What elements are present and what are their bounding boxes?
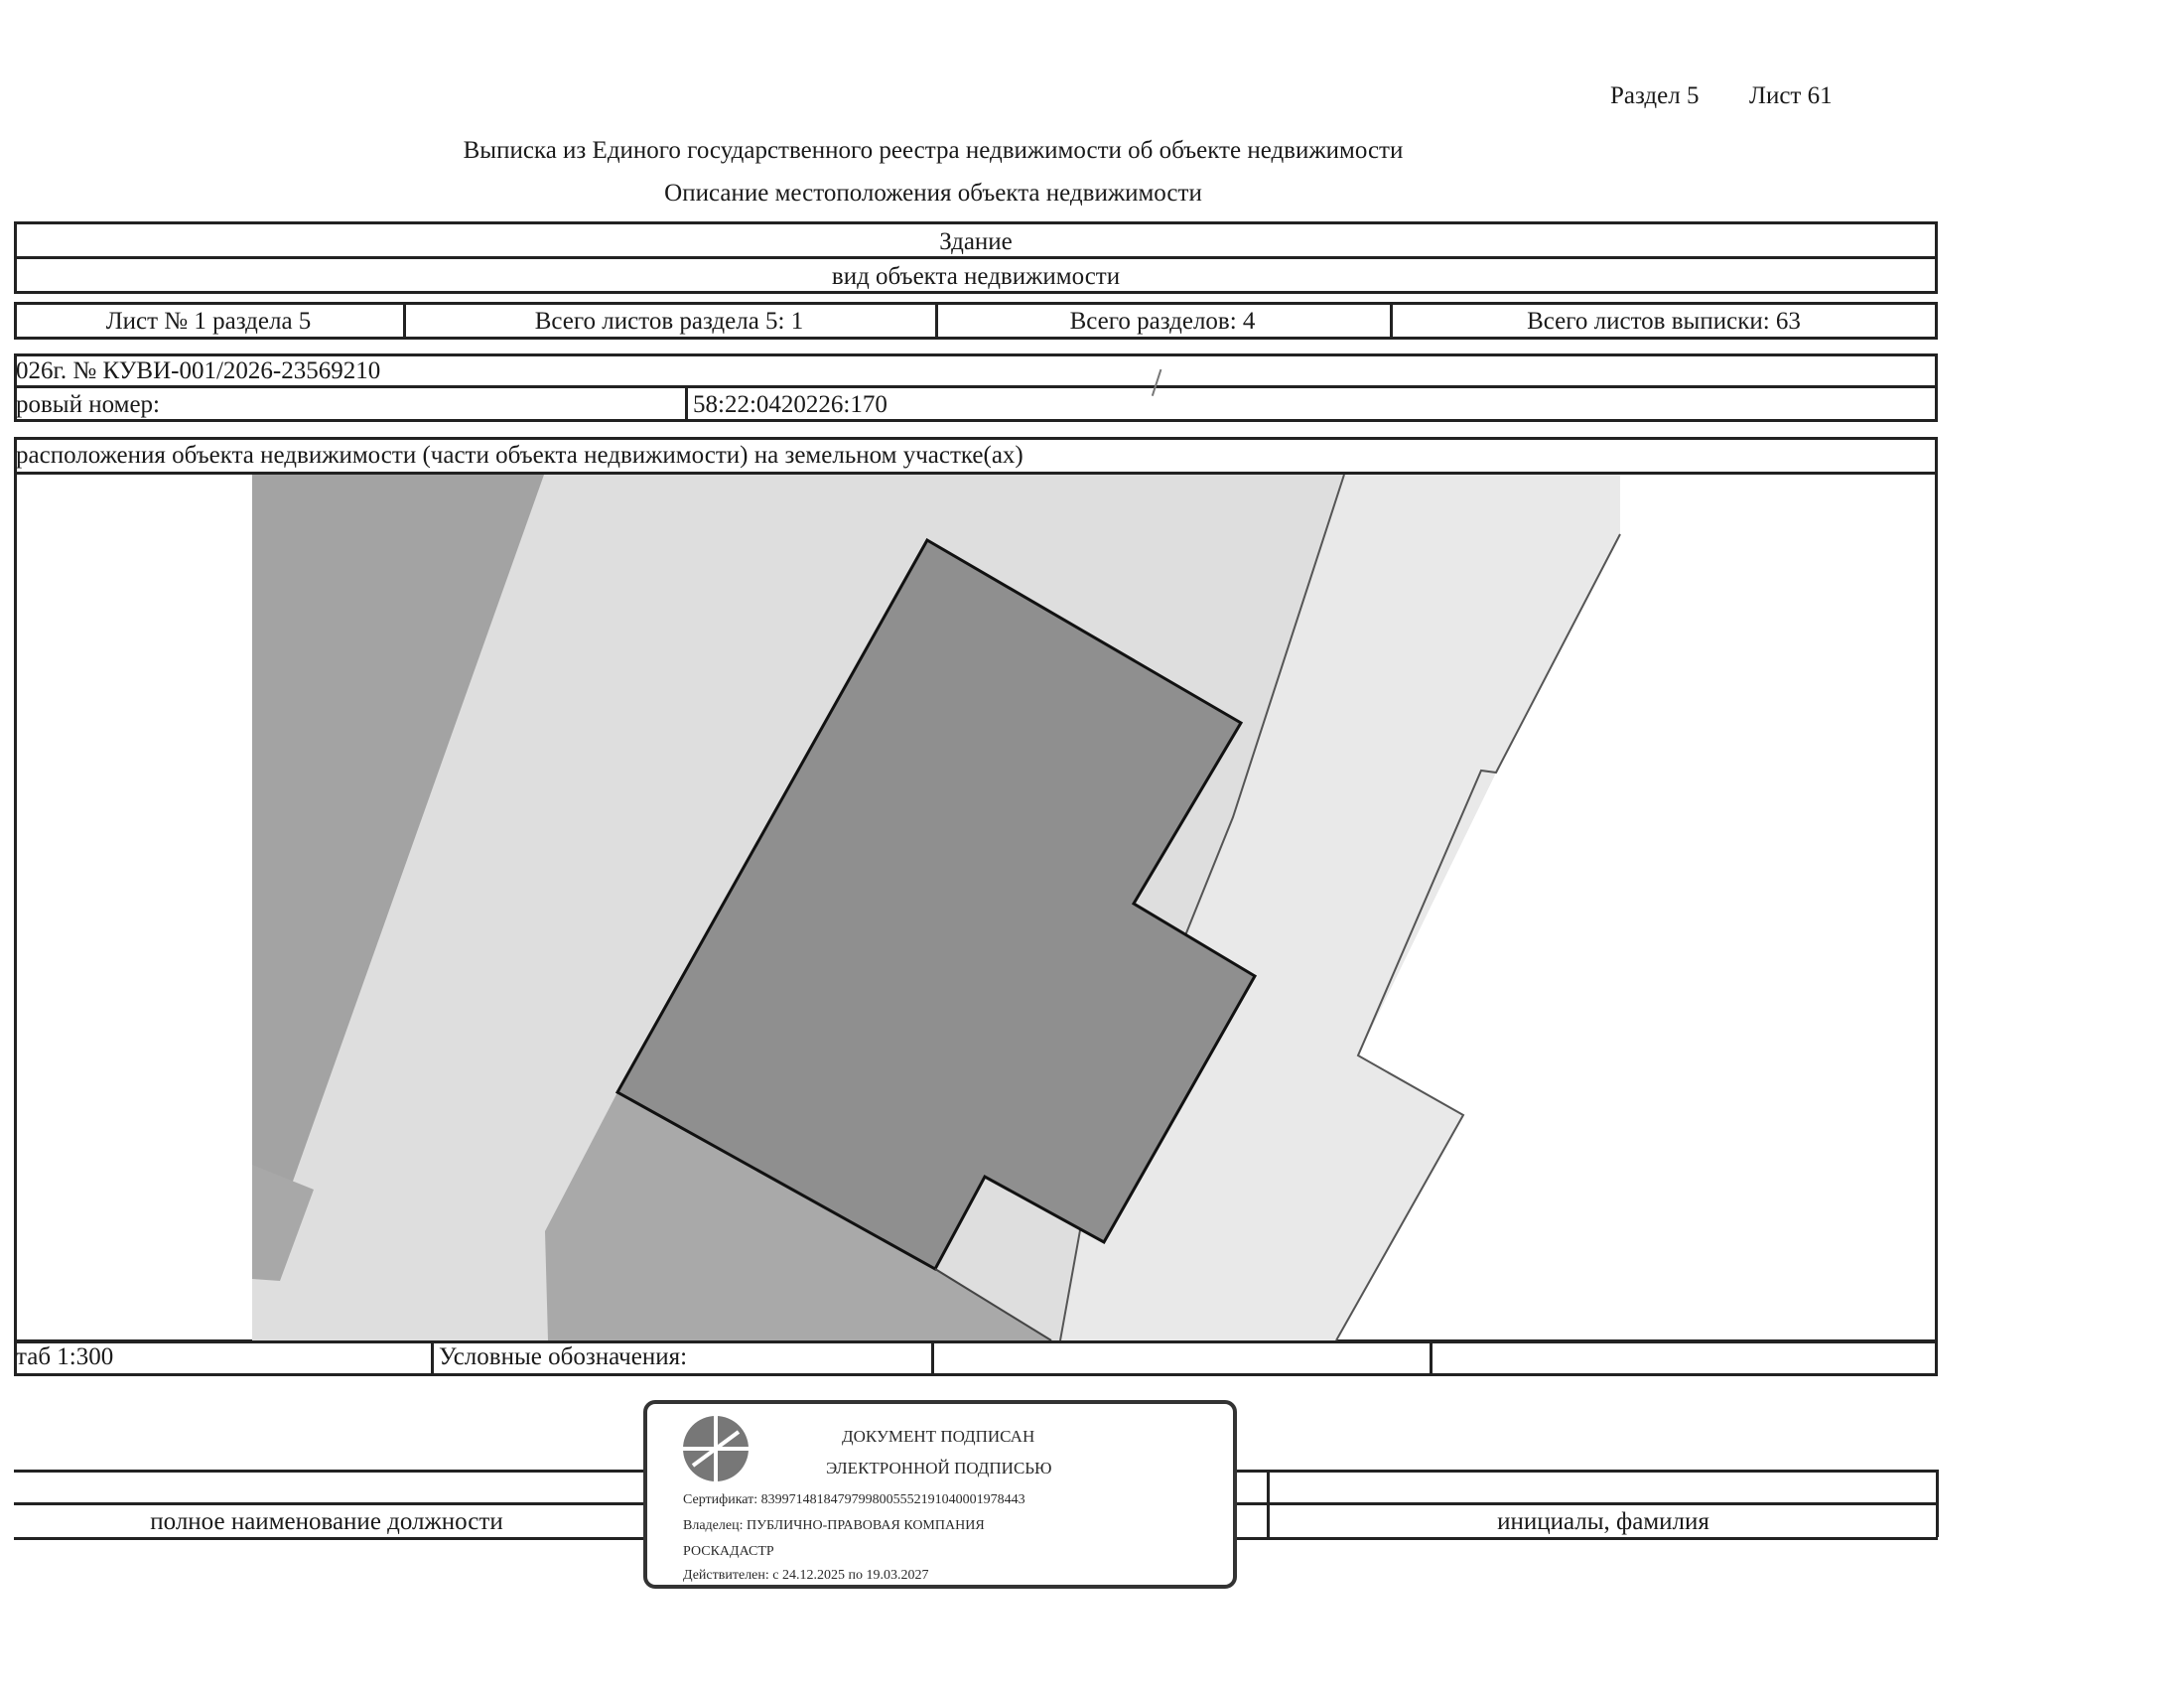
divider xyxy=(431,1340,434,1376)
scale-label: таб 1:300 xyxy=(16,1343,114,1370)
total-sections: Всего разделов: 4 xyxy=(1069,308,1256,335)
stamp-certificate: Сертификат: 83997148184797998005552191040001978443 xyxy=(683,1492,1025,1507)
plan-caption: расположения объекта недвижимости (части объекта недвижимости) на земельном участке(ах) xyxy=(16,442,1024,469)
cadastral-label: ровый номер: xyxy=(16,391,160,418)
divider xyxy=(685,385,688,422)
divider xyxy=(1267,1470,1270,1537)
location-plan xyxy=(14,475,1934,1340)
emblem-icon xyxy=(681,1414,751,1483)
total-sheets-extract: Всего листов выписки: 63 xyxy=(1527,308,1801,335)
position-caption: полное наименование должности xyxy=(150,1508,503,1535)
object-type-caption: вид объекта недвижимости xyxy=(831,263,1121,290)
stamp-line-2: ЭЛЕКТРОННОЙ ПОДПИСЬЮ xyxy=(826,1459,1052,1477)
name-caption: инициалы, фамилия xyxy=(1497,1508,1709,1535)
stamp-line-1: ДОКУМЕНТ ПОДПИСАН xyxy=(842,1427,1035,1446)
stamp-validity: Действителен: с 24.12.2025 по 19.03.2027 xyxy=(683,1568,929,1583)
divider xyxy=(1936,1470,1939,1537)
stamp-owner-line-2: РОСКАДАСТР xyxy=(683,1544,774,1559)
legend-row xyxy=(14,1340,1938,1376)
electronic-signature-stamp xyxy=(643,1400,1237,1589)
section-label: Раздел 5 xyxy=(1610,82,1700,109)
legend-label: Условные обозначения: xyxy=(439,1343,688,1370)
divider xyxy=(1430,1340,1433,1376)
sheet-of-section: Лист № 1 раздела 5 xyxy=(105,308,312,335)
cadastral-number: 58:22:0420226:170 xyxy=(693,391,887,418)
sheet-label: Лист 61 xyxy=(1749,82,1833,109)
stamp-owner-line-1: Владелец: ПУБЛИЧНО-ПРАВОВАЯ КОМПАНИЯ xyxy=(683,1518,985,1533)
total-sheets-section: Всего листов раздела 5: 1 xyxy=(534,308,804,335)
divider xyxy=(931,1340,934,1376)
document-number: 026г. № КУВИ-001/2026-23569210 xyxy=(16,357,381,384)
document-subtitle: Описание местоположения объекта недвижимости xyxy=(664,180,1202,207)
document-title: Выписка из Единого государственного реестра недвижимости об объекте недвижимости xyxy=(463,137,1404,164)
object-type: Здание xyxy=(939,228,1013,255)
